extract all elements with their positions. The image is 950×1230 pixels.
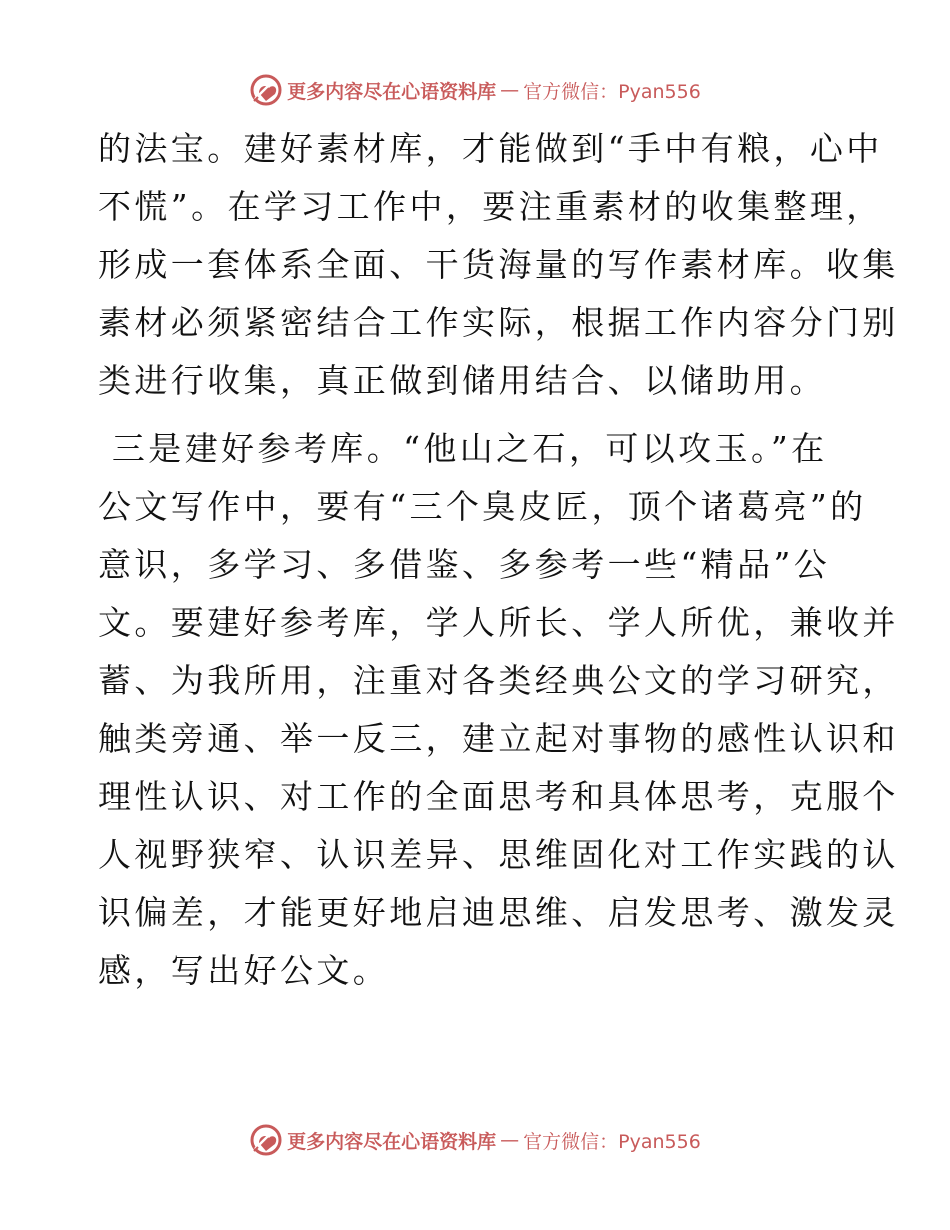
banner-separator: — <box>500 79 520 101</box>
banner-title: 更多内容尽在心语资料库 <box>287 1130 497 1153</box>
header-banner <box>0 70 950 110</box>
banner-contact: 官方微信：Pyan556 <box>523 80 701 103</box>
banner-separator: — <box>500 1129 520 1151</box>
text-line: 文。要建好参考库，学人所长、学人所优，兼收并 <box>98 603 899 642</box>
text-line: 人视野狭窄、认识差异、思维固化对工作实践的认 <box>98 835 899 874</box>
heart-pen-logo-icon <box>249 73 283 107</box>
text-line: 意识，多学习、多借鉴、多参考一些“精品”公 <box>98 545 831 584</box>
text-line: 识偏差，才能更好地启迪思维、启发思考、激发灵 <box>98 893 899 932</box>
text-line: 素材必须紧密结合工作实际，根据工作内容分门别 <box>98 303 899 342</box>
text-line: 理性认识、对工作的全面思考和具体思考，克服个 <box>98 777 899 816</box>
text-line: 类进行收集，真正做到储用结合、以储助用。 <box>98 361 826 400</box>
paragraph-1 <box>98 120 899 410</box>
heart-pen-logo-icon <box>249 1123 283 1157</box>
text-line: 蓄、为我所用，注重对各类经典公文的学习研究， <box>98 661 899 700</box>
footer-banner <box>0 1120 950 1160</box>
text-line: 感，写出好公文。 <box>98 951 390 990</box>
text-line: 的法宝。建好素材库，才能做到“手中有粮，心中 <box>98 129 883 168</box>
text-line: 三是建好参考库。“他山之石，可以攻玉。”在 <box>98 429 828 468</box>
text-line: 不慌”。在学习工作中，要注重素材的收集整理， <box>98 187 883 226</box>
text-line: 形成一套体系全面、干货海量的写作素材库。收集 <box>98 245 899 284</box>
banner-title: 更多内容尽在心语资料库 <box>287 80 497 103</box>
text-line: 公文写作中，要有“三个臭皮匠，顶个诸葛亮”的 <box>98 487 867 526</box>
banner-contact: 官方微信：Pyan556 <box>523 1130 701 1153</box>
text-line: 触类旁通、举一反三，建立起对事物的感性认识和 <box>98 719 899 758</box>
paragraph-2 <box>98 420 899 1000</box>
